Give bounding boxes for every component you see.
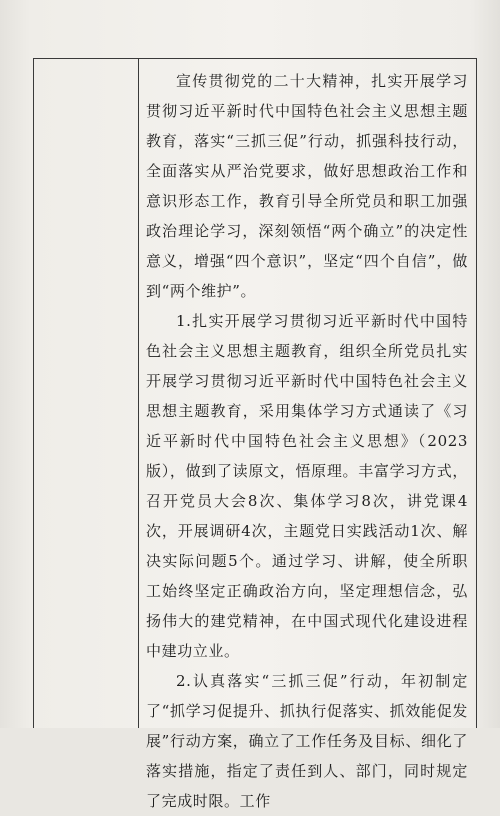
table-column-divider <box>138 58 139 728</box>
section-1-paragraph: 1.扎实开展学习贯彻习近平新时代中国特色社会主义思想主题教育，组织全所党员扎实开展学习贯彻习近平新时代中国特色社会主义思想主题教育，采用集体学习方式通读了《习近平新时代中国特色社会主义思想》（2023版），做到了读原文，悟原理。丰富学习方式，召开党员大会8次、集体学习8次，讲党课4次，开展调研4次，主题党日实践活动1次、解决实际问题5个。通过学习、讲解，使全所职工始终坚定正确政治方向，坚定理想信念，弘扬伟大的建党精神，在中国式现代化建设进程中建功立业。 <box>146 312 468 660</box>
table-top-border <box>33 58 476 59</box>
section-2-paragraph: 2.认真落实“三抓三促”行动，年初制定了“抓学习促提升、抓执行促落实、抓效能促发展”行动方案，确立了工作任务及目标、细化了落实措施，指定了责任到人、部门，同时规定了完成时限。工作 <box>146 672 468 810</box>
intro-paragraph: 宣传贯彻党的二十大精神，扎实开展学习贯彻习近平新时代中国特色社会主义思想主题教育，落实“三抓三促”行动，抓强科技行动，全面落实从严治党要求，做好思想政治工作和意识形态工作，教育引导全所党员和职工加强政治理论学习，深刻领悟“两个确立”的决定性意义，增强“四个意识”，坚定“四个自信”，做到“两个维护”。 <box>146 72 468 300</box>
table-content-cell <box>146 66 468 816</box>
table-left-border <box>33 58 34 728</box>
table-right-border <box>476 58 477 728</box>
